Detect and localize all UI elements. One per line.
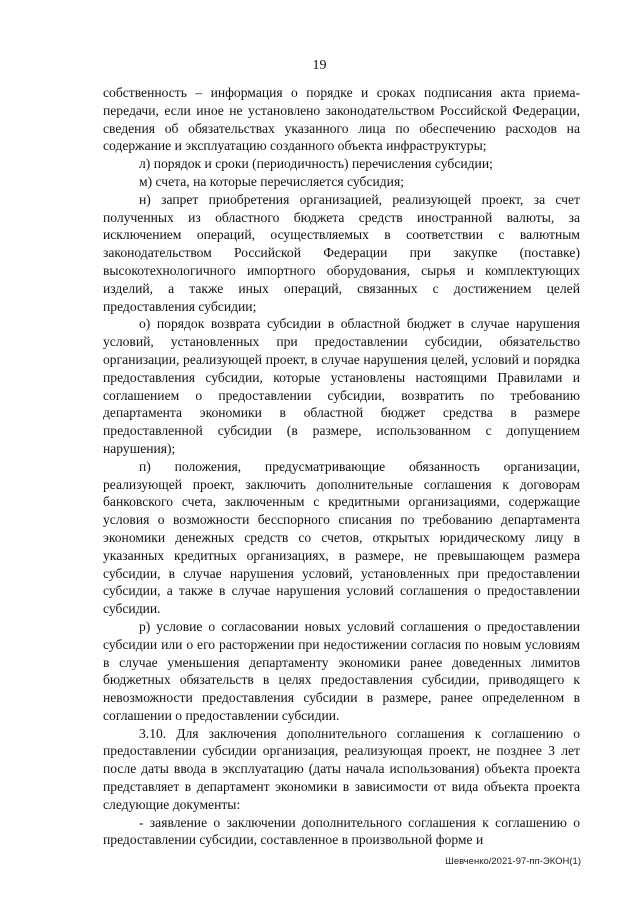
paragraph-item-r: р) условие о согласовании новых условий соглашения о предоставлении субсидии или о его расторжении при недостижении согласия по новым условиям в случае уменьшения департаменту экономики ранее доведенных лимитов бюджетных обязательств в целях предоставления субсидии, приводящего к невозможности предоставления субсидии в размере, ранее определенном в соглашении о предоставлении субсидии. xyxy=(103,618,580,723)
paragraph-section-3-10: 3.10. Для заключения дополнительного соглашения к соглашению о предоставлении субсидии организация, реализующая проект, не позднее 3 лет после даты ввода в эксплуатацию (даты начала использования) объекта проекта представляет в департамент экономики в зависимости от вида объекта проекта следующие документы: xyxy=(103,725,580,812)
page-number: 19 xyxy=(312,58,327,73)
paragraph-list-item-application: - заявление о заключении дополнительного соглашения к соглашению о предоставлении субсидии, составленное в произвольной форме и xyxy=(103,814,580,848)
paragraph-item-l: л) порядок и сроки (периодичность) перечисления субсидии; xyxy=(139,156,493,172)
paragraph-item-n: н) запрет приобретения организацией, реализующей проект, за счет полученных из областного бюджета средств иностранной валюты, за исключением операций, осуществляемых в соответствии с валютным законодательством Российской Федерации при закупке (поставке) высокотехнологичного импортного оборудования, сырья и комплектующих изделий, а также иных операций, связанных с достижением целей предоставления субсидии; xyxy=(103,191,580,314)
paragraph-item-o: о) порядок возврата субсидии в областной бюджет в случае нарушения условий, установленных при предоставлении субсидии, обязательство организации, реализующей проект, в случае нарушения целей, условий и порядка предоставления субсидии, которые установлены настоящими Правилами и соглашением о предоставлении субсидии, возвратить по требованию департамента экономики в областной бюджет средства в размере предоставленной субсидии (в размере, использованном с допущением нарушения); xyxy=(103,316,580,456)
document-body xyxy=(103,84,580,849)
paragraph-property-info: собственность – информация о порядке и сроках подписания акта приема-передачи, если иное не установлено законодательством Российской Федерации, сведения об обязательствах указанного лица по обеспечению расходов на содержание и эксплуатацию созданного объекта инфраструктуры; xyxy=(103,85,580,154)
paragraph-item-p: п) положения, предусматривающие обязанность организации, реализующей проект, заключить дополнительные соглашения к договорам банковского счета, заключенным с кредитными организациями, содержащие условия о возможности бесспорного списания по требованию департамента экономики денежных средств со счетов, открытых юридическому лицу в указанных кредитных организациях, в размере, не превышающем размера субсидии, в случае нарушения условий, установленных при предоставлении субсидии, а также в случае нарушения условий соглашения о предоставлении субсидии. xyxy=(103,458,580,617)
paragraph-item-m: м) счета, на которые перечисляется субсидия; xyxy=(139,173,404,189)
footer-document-code: Шевченко/2021-97-пп-ЭКОН(1) xyxy=(445,856,581,867)
